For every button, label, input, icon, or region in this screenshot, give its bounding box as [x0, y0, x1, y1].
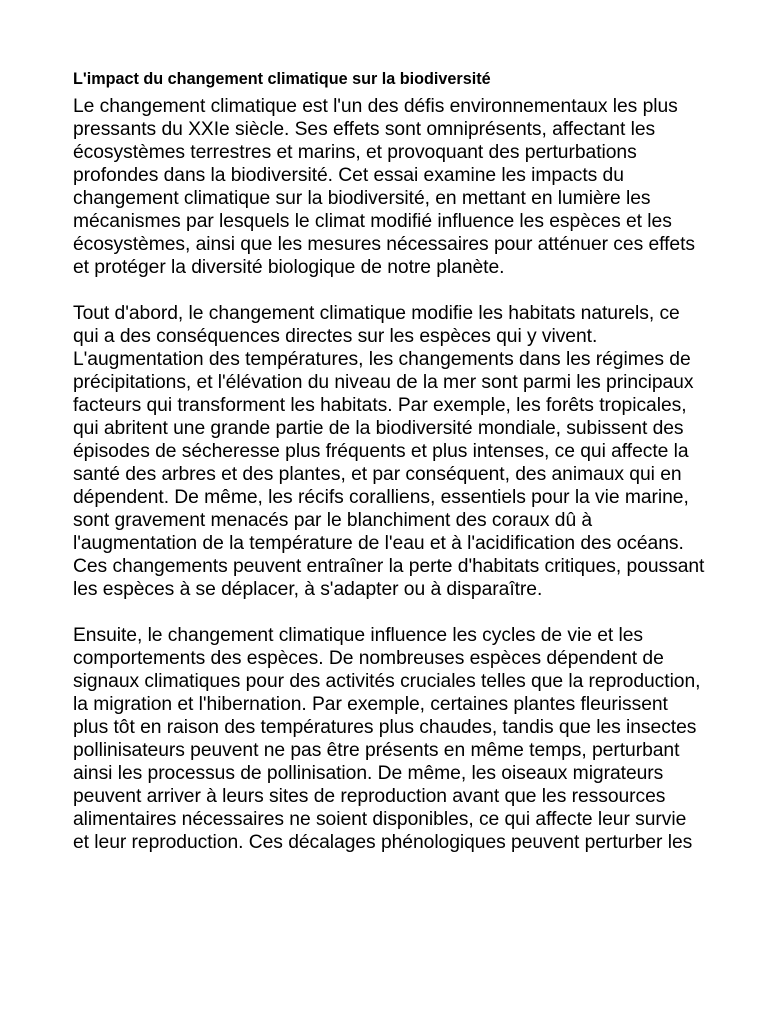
paragraph-habitats: Tout d'abord, le changement climatique modifie les habitats naturels, ce qui a des conséquences directes sur les espèces qui y vivent. L'augmentation des températures, les changements dans les régimes de précipitations, et l'élévation du niveau de la mer sont parmi les principaux facteurs qui transforment les habitats. Par exemple, les forêts tropicales, qui abritent une grande partie de la biodiversité mondiale, subissent des épisodes de sécheresse plus fréquents et plus intenses, ce qui affecte la santé des arbres et des plantes, et par conséquent, des animaux qui en dépendent. De même, les récifs coralliens, essentiels pour la vie marine, sont gravement menacés par le blanchiment des coraux dû à l'augmentation de la température de l'eau et à l'acidification des océans. Ces changements peuvent entraîner la perte d'habitats critiques, poussant les espèces à se déplacer, à s'adapter ou à disparaître. — [73, 303, 705, 600]
paragraph-life-cycles: Ensuite, le changement climatique influence les cycles de vie et les comportements des espèces. De nombreuses espèces dépendent de signaux climatiques pour des activités cruciales telles que la reproduction, la migration et l'hibernation. Par exemple, certaines plantes fleurissent plus tôt en raison des températures plus chaudes, tandis que les insectes pollinisateurs peuvent ne pas être présents en même temps, perturbant ainsi les processus de pollinisation. De même, les oiseaux migrateurs peuvent arriver à leurs sites de reproduction avant que les ressources alimentaires nécessaires ne soient disponibles, ce qui affecte leur survie et leur reproduction. Ces décalages phénologiques peuvent perturber les — [73, 625, 701, 853]
paragraph-intro: Le changement climatique est l'un des défis environnementaux les plus pressants du XXIe siècle. Ses effets sont omniprésents, affectant les écosystèmes terrestres et marins, et provoquant des perturbations profondes dans la biodiversité. Cet essai examine les impacts du changement climatique sur la biodiversité, en mettant en lumière les mécanismes par lesquels le climat modifié influence les espèces et les écosystèmes, ainsi que les mesures nécessaires pour atténuer ces effets et protéger la diversité biologique de notre planète. — [73, 96, 695, 278]
document-title: L'impact du changement climatique sur la biodiversité — [73, 70, 491, 88]
document-page — [73, 68, 705, 877]
